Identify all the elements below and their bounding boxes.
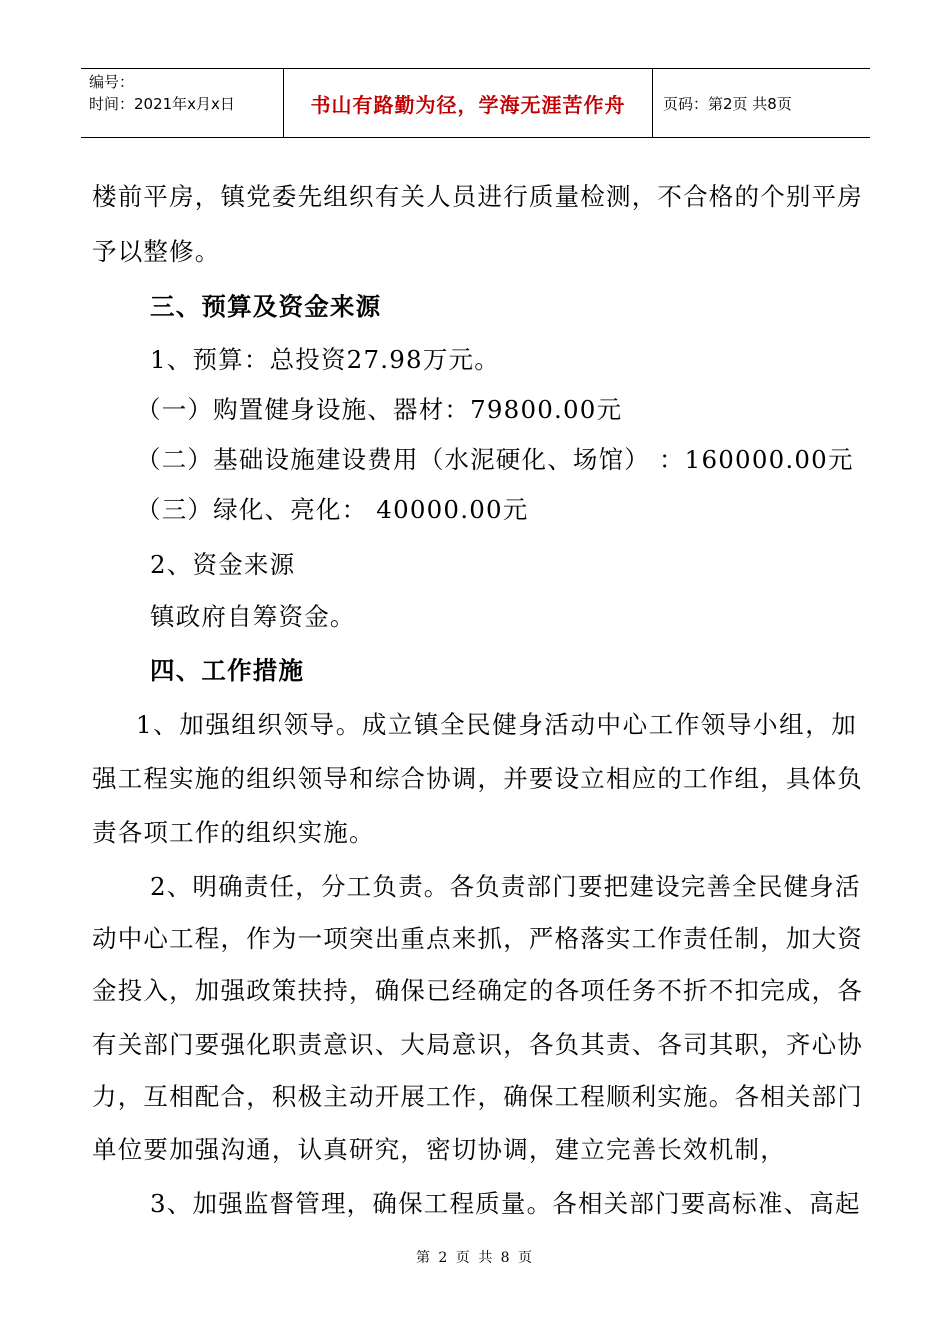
document-time-label: 时间：2021年x月x日 bbox=[89, 95, 235, 113]
body-line: （二）基础设施建设费用（水泥硬化、场馆） ：160000.00元 bbox=[136, 445, 854, 474]
body-line: （一）购置健身设施、器材：79800.00元 bbox=[136, 395, 623, 424]
body-line: 单位要加强沟通，认真研究，密切协调，建立完善长效机制， bbox=[92, 1135, 786, 1164]
body-line: 金投入，加强政策扶持，确保已经确定的各项任务不折不扣完成，各 bbox=[92, 976, 863, 1005]
section-heading-budget: 三、预算及资金来源 bbox=[150, 292, 382, 321]
body-line: 1、预算：总投资27.98万元。 bbox=[150, 345, 500, 374]
body-line: 予以整修。 bbox=[92, 237, 221, 266]
section-heading-measures: 四、工作措施 bbox=[150, 656, 305, 685]
body-line: 1、加强组织领导。成立镇全民健身活动中心工作领导小组，加 bbox=[136, 710, 857, 739]
body-line: 动中心工程，作为一项突出重点来抓，严格落实工作责任制，加大资 bbox=[92, 924, 863, 953]
document-number-label: 编号： bbox=[89, 73, 135, 91]
page-header bbox=[81, 68, 870, 138]
body-line: 楼前平房，镇党委先组织有关人员进行质量检测，不合格的个别平房 bbox=[92, 182, 863, 211]
body-line: 3、加强监督管理，确保工程质量。各相关部门要高标准、高起 bbox=[150, 1189, 861, 1218]
body-line: 2、资金来源 bbox=[150, 550, 296, 579]
page-footer: 第 2 页 共 8 页 bbox=[415, 1250, 535, 1266]
body-line: 有关部门要强化职责意识、大局意识，各负其责、各司其职，齐心协 bbox=[92, 1030, 863, 1059]
header-motto: 书山有路勤为径，学海无涯苦作舟 bbox=[283, 69, 653, 137]
header-page-info: 页码：第2页 共8页 bbox=[663, 94, 792, 113]
body-line: 力，互相配合，积极主动开展工作，确保工程顺利实施。各相关部门 bbox=[92, 1082, 863, 1111]
body-line: 责各项工作的组织实施。 bbox=[92, 818, 375, 847]
body-line: （三）绿化、亮化： 40000.00元 bbox=[136, 495, 529, 524]
body-line: 镇政府自筹资金。 bbox=[150, 602, 356, 631]
body-line: 2、明确责任，分工负责。各负责部门要把建设完善全民健身活 bbox=[150, 872, 861, 901]
header-meta bbox=[81, 69, 283, 137]
body-line: 强工程实施的组织领导和综合协调，并要设立相应的工作组，具体负 bbox=[92, 764, 863, 793]
